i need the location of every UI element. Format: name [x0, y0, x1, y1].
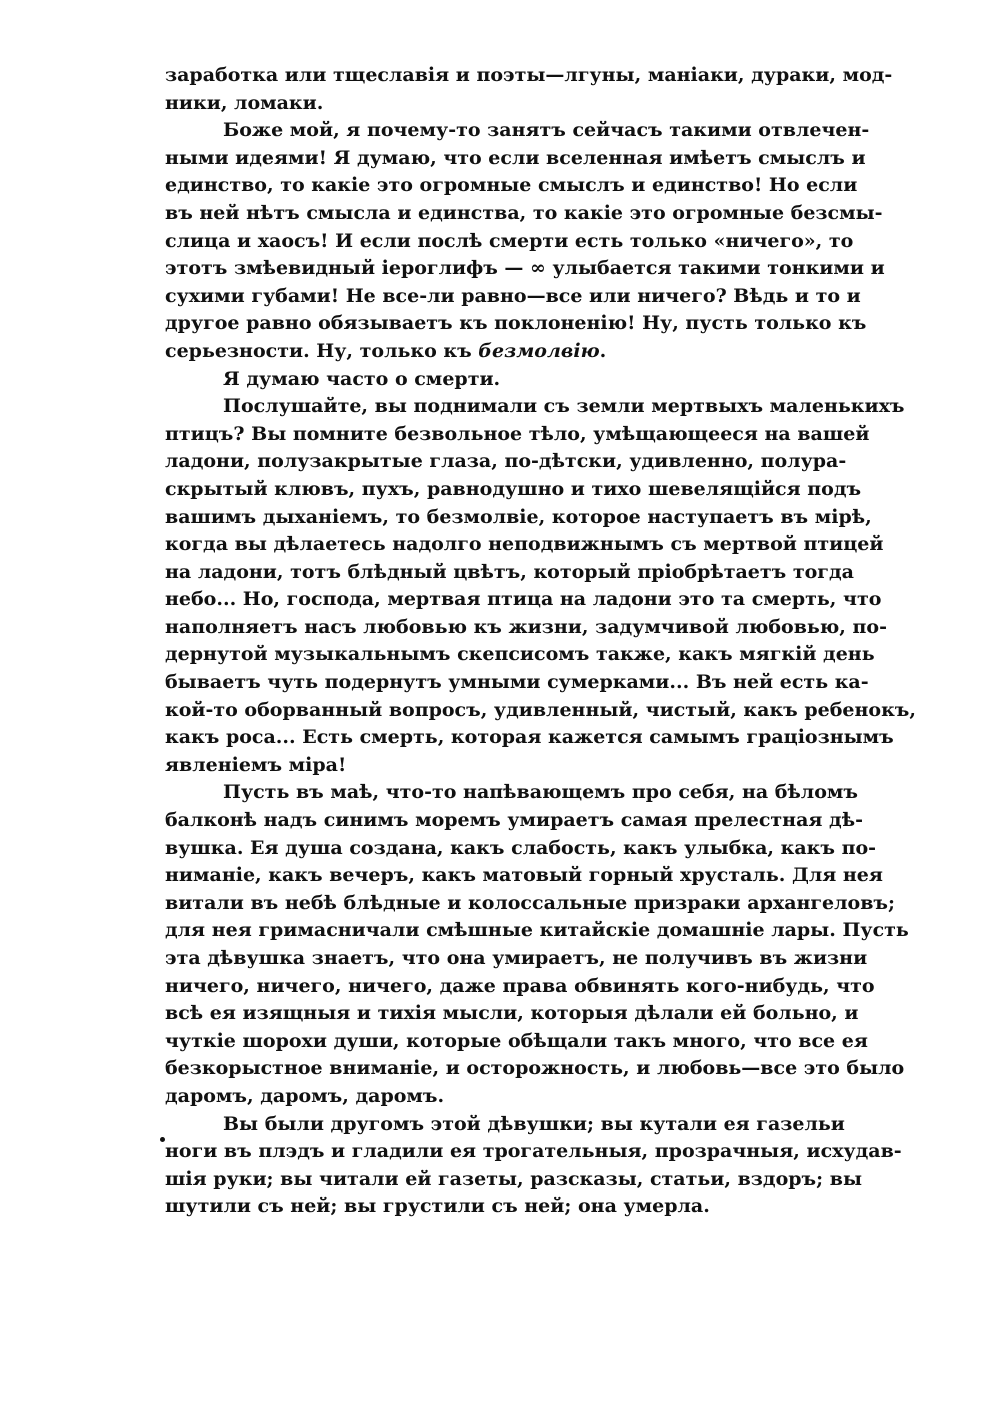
text-line: ниманіе, какъ вечеръ, какъ матовый горный хрусталь. Для нея [165, 864, 883, 887]
text-line: ники, ломаки. [165, 91, 324, 114]
paragraph-2 [165, 117, 885, 365]
text-line: вашимъ дыханіемъ, то безмолвіе, которое наступаетъ въ мірѣ, [165, 505, 872, 528]
text-line: витали въ небѣ блѣдные и колоссальные призраки архангеловъ; [165, 891, 895, 914]
text-line: Вы были другомъ этой дѣвушки; вы кутали ея газельи [223, 1112, 845, 1135]
paragraph-3 [165, 366, 840, 394]
paragraph-6 [165, 1111, 902, 1221]
italic-word: безмолвію [478, 339, 600, 362]
text-line: чуткіе шорохи души, которые обѣщали такъ много, что все ея [165, 1029, 868, 1052]
text-line: вушка. Ея душа создана, какъ слабость, какъ улыбка, какъ по- [165, 836, 877, 859]
text-line: ничего, ничего, ничего, даже права обвинять кого-нибудь, что [165, 974, 875, 997]
text-line: небо... Но, господа, мертвая птица на ладони это та смерть, что [165, 588, 882, 611]
text-line: эта дѣвушка знаетъ, что она умираетъ, не получивъ въ жизни [165, 947, 868, 969]
text-line: Пусть въ маѣ, что-то напѣвающемъ про себя, на бѣломъ [223, 781, 858, 804]
body-text [165, 62, 916, 1221]
text-line: ноги въ плэдъ и гладили ея трогательныя, прозрачныя, исхудав- [165, 1140, 902, 1163]
text-line: бываетъ чуть подернутъ умными сумерками... Въ ней есть ка- [165, 671, 869, 694]
text-line: другое равно обязываетъ къ поклоненію! Ну, пусть только къ [165, 312, 867, 335]
text-line: единство, то какіе это огромные смыслъ и единство! Но если [165, 174, 858, 197]
paragraph-1 [165, 62, 893, 117]
text-line: даромъ, даромъ, даромъ. [165, 1084, 445, 1107]
text-line: Боже мой, я почему-то занятъ сейчасъ такими отвлечен- [223, 119, 870, 142]
text-line: Послушайте, вы поднимали съ земли мертвыхъ маленькихъ [223, 395, 905, 418]
margin-dot [160, 1137, 165, 1142]
text-line: балконѣ надъ синимъ моремъ умираетъ самая прелестная дѣ- [165, 809, 863, 832]
text-line: ными идеями! Я думаю, что если вселенная имѣетъ смыслъ и [165, 146, 866, 169]
text-line-with-italic: серьезности. Ну, только къ безмолвію. [165, 339, 607, 362]
text-line: какъ роса... Есть смерть, которая кажется самымъ граціознымъ [165, 726, 894, 749]
paragraph-5 [165, 779, 909, 1110]
text-line: безкорыстное вниманіе, и осторожность, и любовь—все это было [165, 1057, 905, 1080]
text-line: въ ней нѣтъ смысла и единства, то какіе это огромные безсмы- [165, 201, 883, 224]
text-line: птицъ? Вы помните безвольное тѣло, умѣщающееся на вашей [165, 422, 870, 445]
text-line: ладони, полузакрытые глаза, по-дѣтски, удивленно, полура- [165, 450, 847, 473]
text-line: наполняетъ насъ любовью къ жизни, задумчивой любовью, по- [165, 615, 887, 638]
text-line: кой-то оборванный вопросъ, удивленный, чистый, какъ ребенокъ, [165, 698, 916, 721]
text-line: Я думаю часто о смерти. [223, 367, 501, 390]
text-line: шія руки; вы читали ей газеты, разсказы, статьи, вздоръ; вы [165, 1167, 863, 1190]
text-line: на ладони, тотъ блѣдный цвѣтъ, который пріобрѣтаетъ тогда [165, 560, 854, 583]
paragraph-4 [165, 393, 916, 779]
text-line: шутили съ ней; вы грустили съ ней; она умерла. [165, 1195, 710, 1218]
text-line: когда вы дѣлаетесь надолго неподвижнымъ съ мертвой птицей [165, 533, 884, 556]
text-line: дернутой музыкальнымъ скепсисомъ также, какъ мягкій день [165, 643, 875, 666]
text-line: для нея гримасничали смѣшные китайскіе домашніе лары. Пусть [165, 919, 909, 942]
text-line: всѣ ея изящныя и тихія мысли, которыя дѣлали ей больно, и [165, 1002, 859, 1025]
text-line: сухими губами! Не все-ли равно—все или ничего? Вѣдь и то и [165, 284, 861, 307]
text-line: этотъ змѣевидный іероглифъ — ∞ улыбается такими тонкими и [165, 257, 885, 280]
text-line: скрытый клювъ, пухъ, равнодушно и тихо шевелящійся подъ [165, 477, 862, 500]
text-line: явленіемъ міра! [165, 753, 347, 776]
text-line: заработка или тщеславія и поэты—лгуны, маніаки, дураки, мод- [165, 64, 893, 86]
text-line: слица и хаосъ! И если послѣ смерти есть только «ничего», то [165, 229, 854, 252]
